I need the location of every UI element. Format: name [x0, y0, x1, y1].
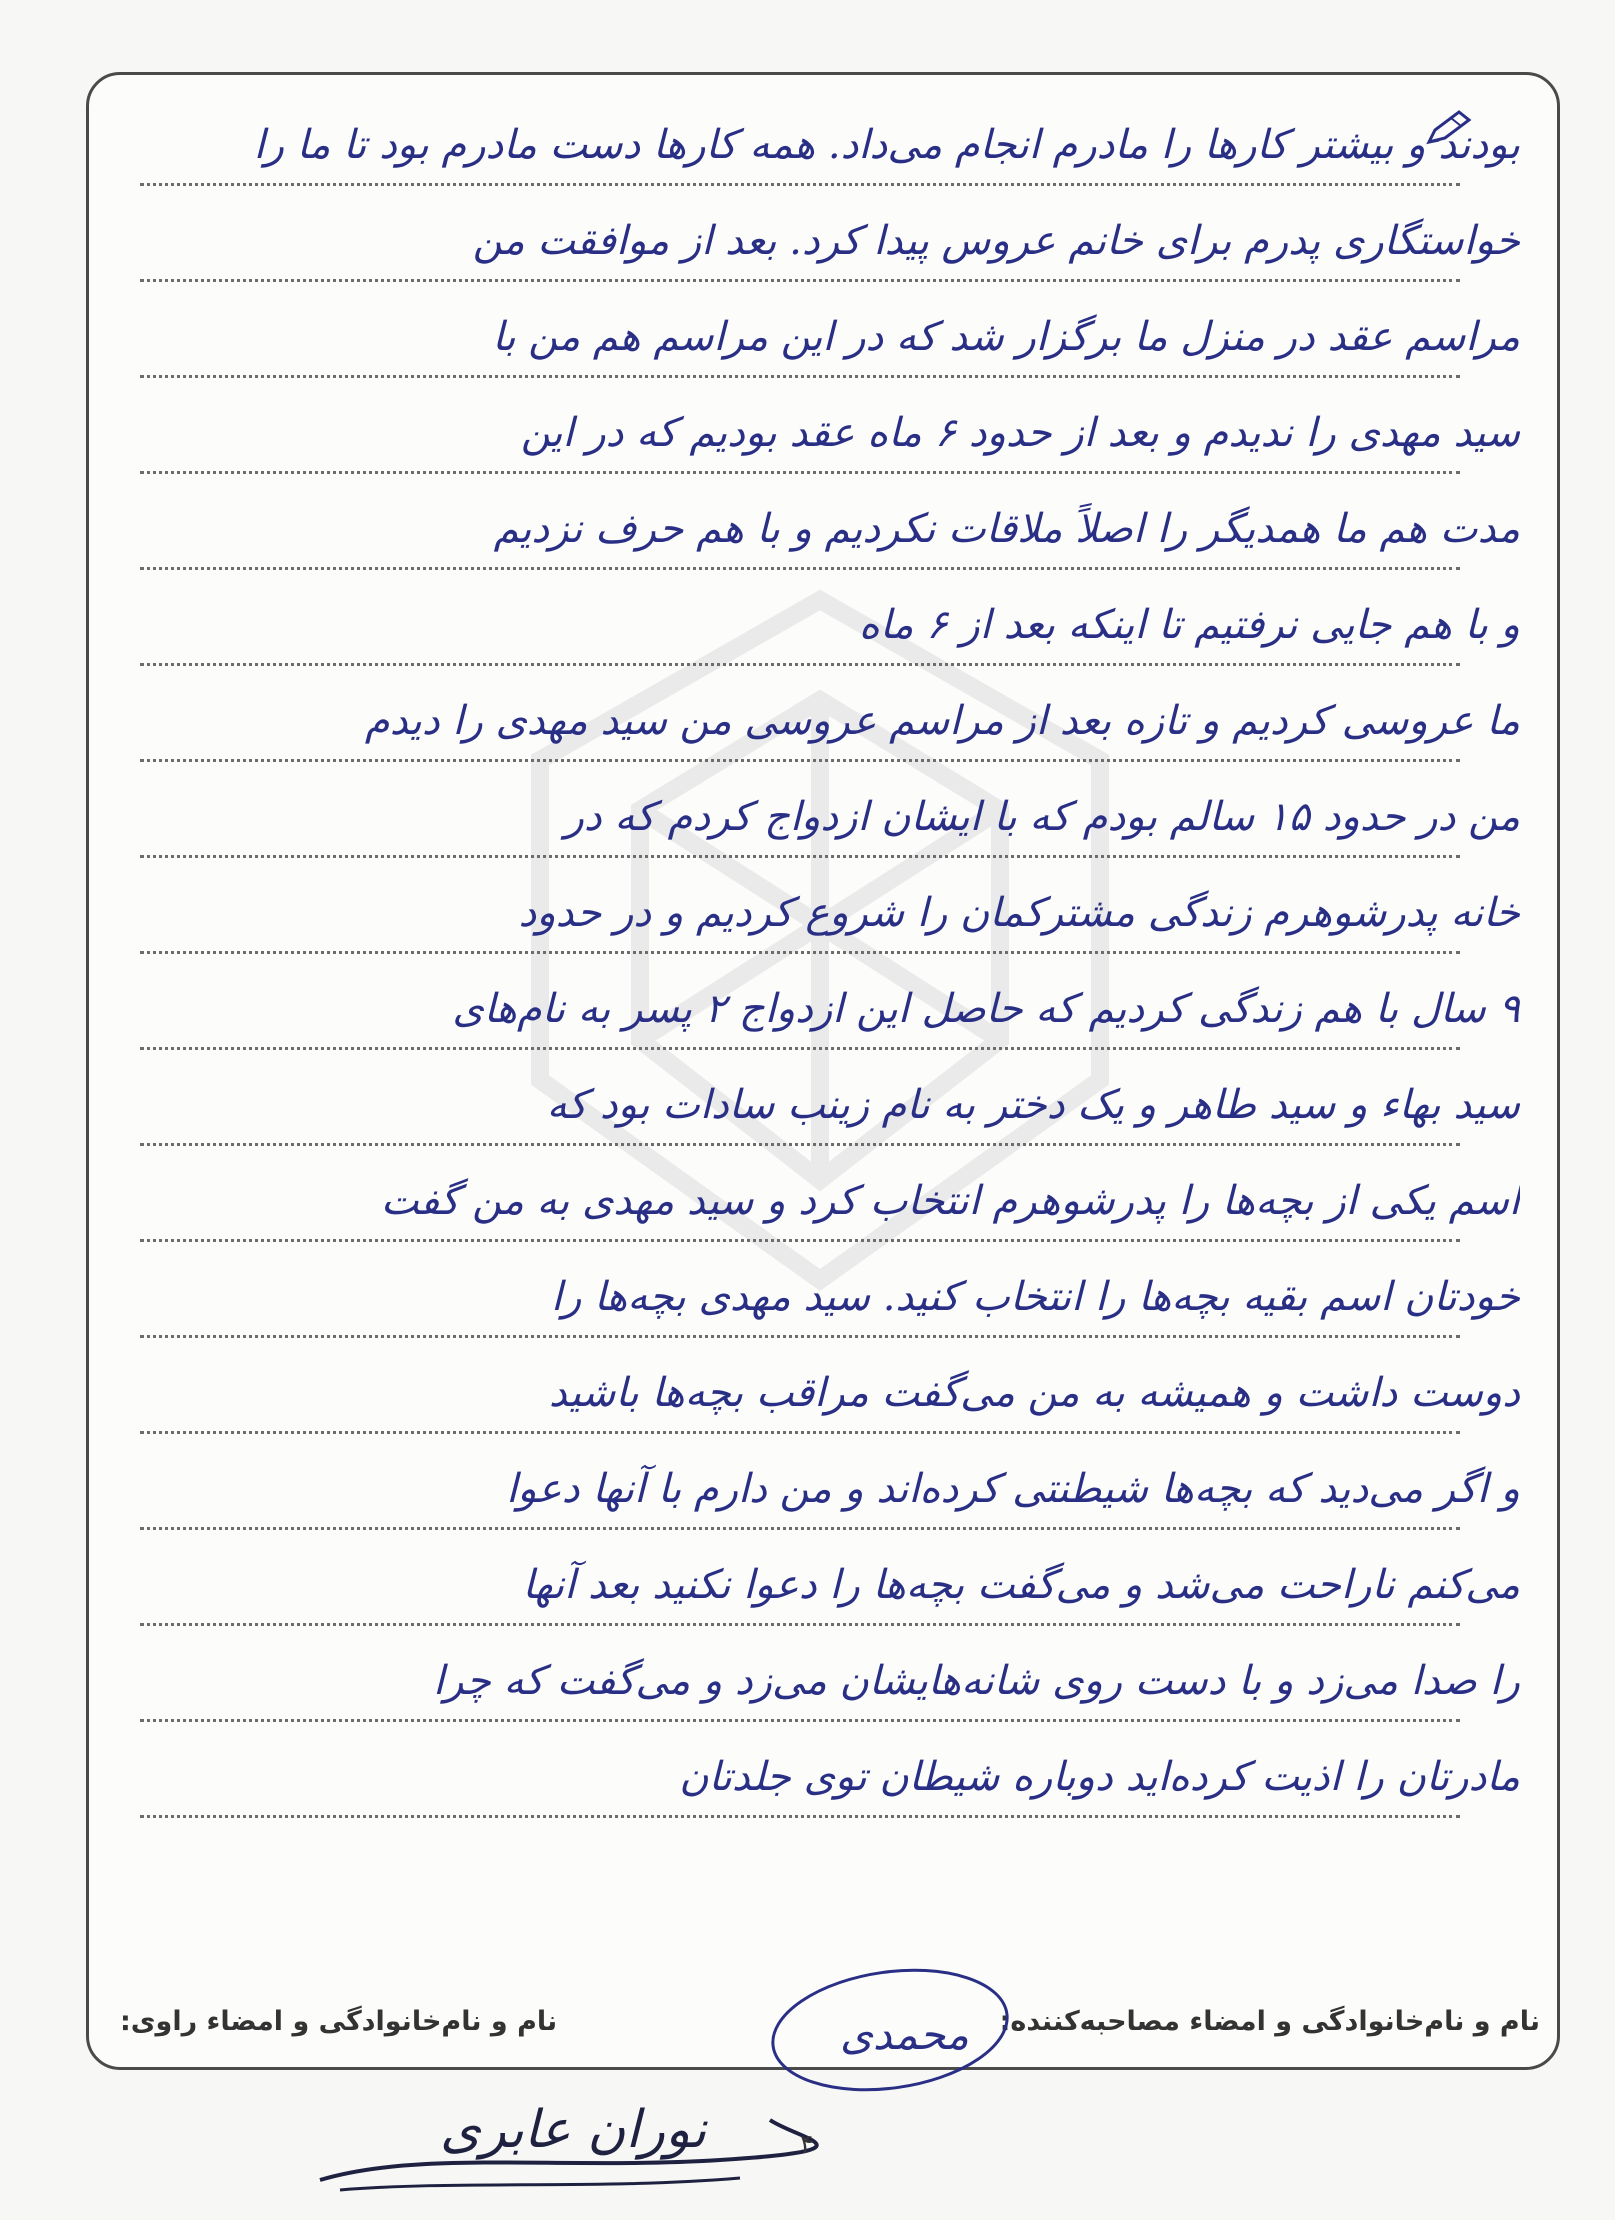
page-number: ۴: [800, 2130, 814, 2160]
text-line: سید بهاء و سید طاهر و یک دختر به نام زینب سادات بود که: [120, 1070, 1520, 1166]
narrator-signature-label: نام و نام‌خانوادگی و امضاء راوی:: [120, 2006, 558, 2037]
text-line: بودند و بیشتر کارها را مادرم انجام می‌داد. همه کارها دست مادرم بود تا ما را: [120, 110, 1520, 206]
text-line: دوست داشت و همیشه به من می‌گفت مراقب بچه‌ها باشید: [120, 1358, 1520, 1454]
text-line: مدت هم ما همدیگر را اصلاً ملاقات نکردیم و با هم حرف نزدیم: [120, 494, 1520, 590]
narrator-signature: نوران عابری: [440, 2100, 707, 2160]
text-line: و با هم جایی نرفتیم تا اینکه بعد از ۶ ماه: [120, 590, 1520, 686]
interviewer-signature: محمدی: [840, 2010, 969, 2059]
text-line: و اگر می‌دید که بچه‌ها شیطنتی کرده‌اند و من دارم با آنها دعوا: [120, 1454, 1520, 1550]
text-line: مراسم عقد در منزل ما برگزار شد که در این مراسم هم من با: [120, 302, 1520, 398]
text-line: سید مهدی را ندیدم و بعد از حدود ۶ ماه عقد بودیم که در این: [120, 398, 1520, 494]
text-line: اسم یکی از بچه‌ها را پدرشوهرم انتخاب کرد و سید مهدی به من گفت: [120, 1166, 1520, 1262]
text-line: من در حدود ۱۵ سالم بودم که با ایشان ازدواج کردم که در: [120, 782, 1520, 878]
text-line: خانه پدرشوهرم زندگی مشترکمان را شروع کردیم و در حدود: [120, 878, 1520, 974]
text-line: می‌کنم ناراحت می‌شد و می‌گفت بچه‌ها را دعوا نکنید بعد آنها: [120, 1550, 1520, 1646]
text-line: خودتان اسم بقیه بچه‌ها را انتخاب کنید. سید مهدی بچه‌ها را: [120, 1262, 1520, 1358]
text-line: مادرتان را اذیت کرده‌اید دوباره شیطان توی جلدتان: [120, 1742, 1520, 1838]
text-line: ما عروسی کردیم و تازه بعد از مراسم عروسی من سید مهدی را دیدم: [120, 686, 1520, 782]
text-line: خواستگاری پدرم برای خانم عروس پیدا کرد. بعد از موافقت من: [120, 206, 1520, 302]
text-line: را صدا می‌زد و با دست روی شانه‌هایشان می‌زد و می‌گفت که چرا: [120, 1646, 1520, 1742]
interviewer-signature-label: نام و نام‌خانوادگی و امضاء مصاحبه‌کننده:: [999, 2006, 1540, 2037]
text-line: ۹ سال با هم زندگی کردیم که حاصل این ازدواج ۲ پسر به نام‌های: [120, 974, 1520, 1070]
